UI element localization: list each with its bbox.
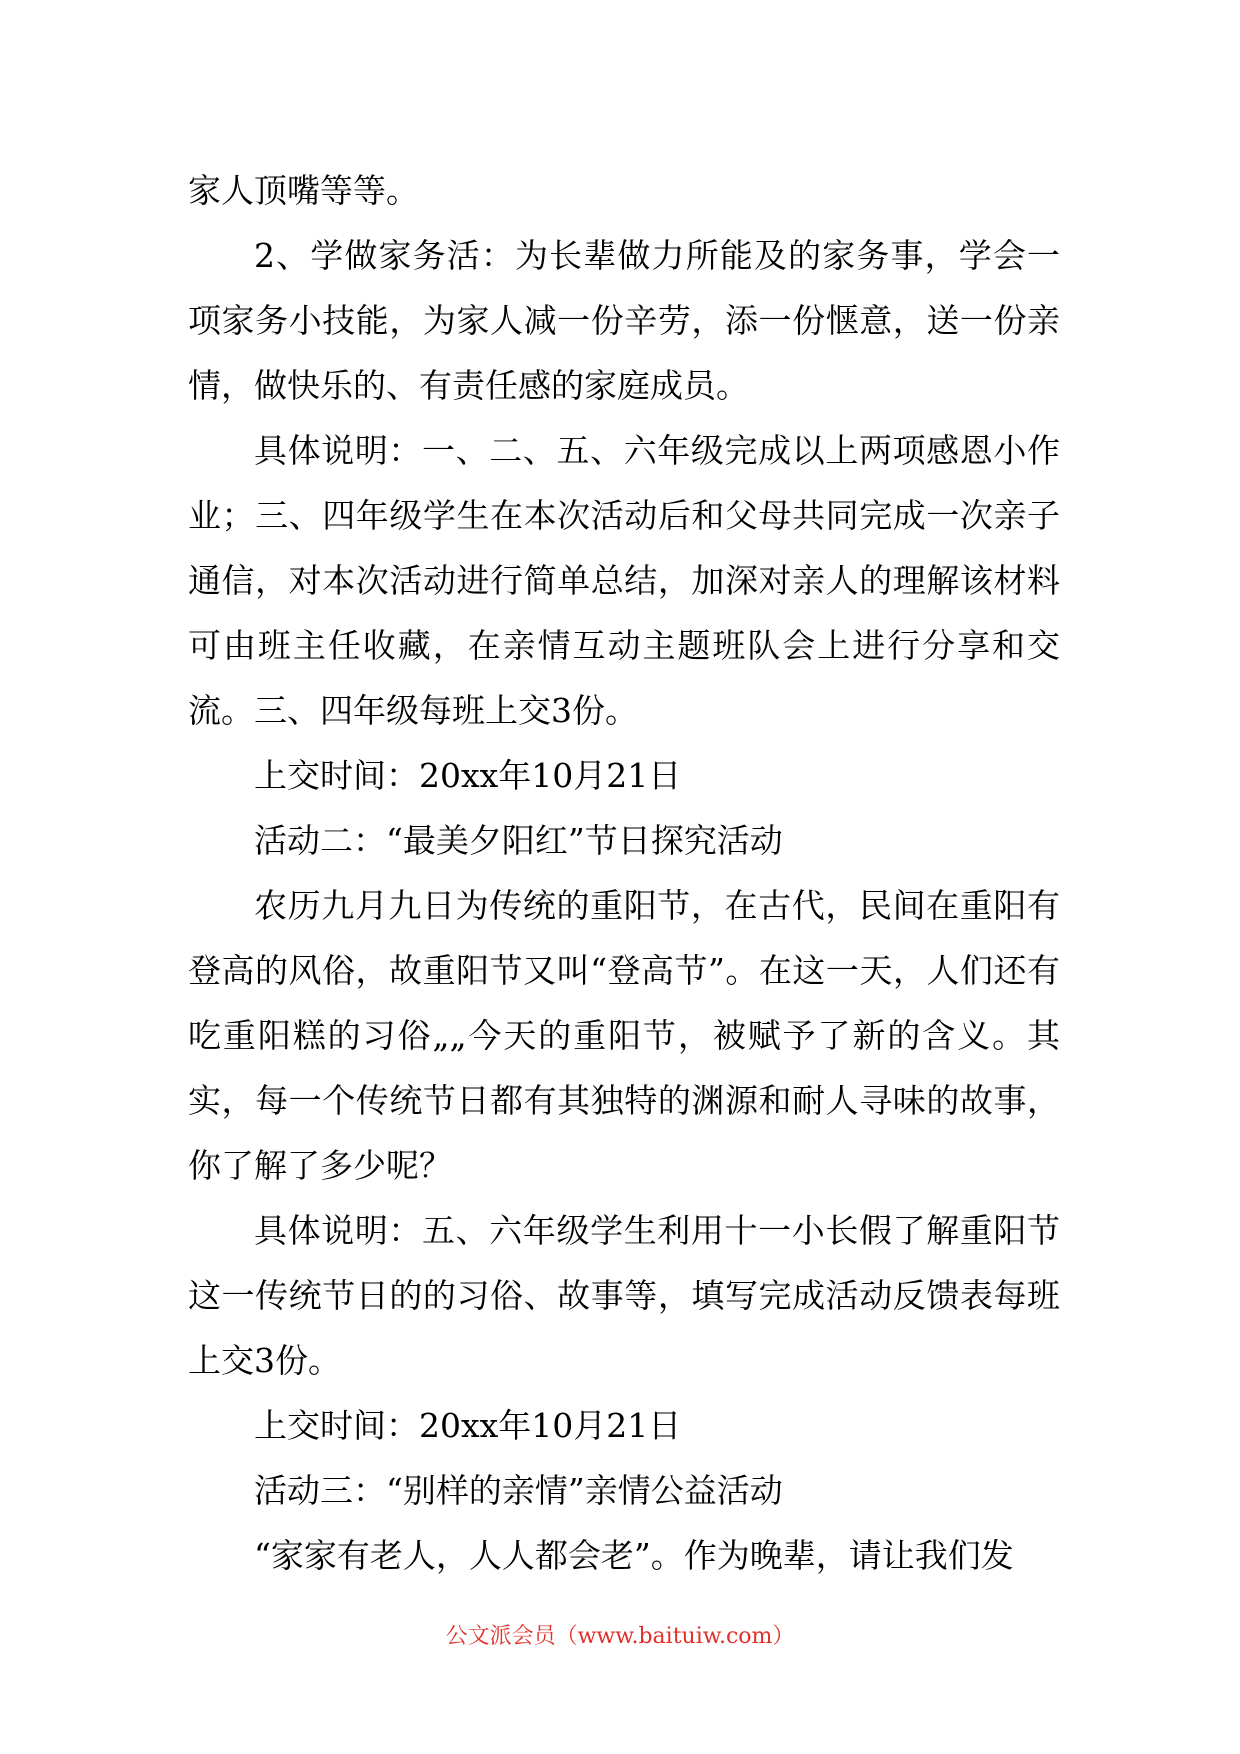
paragraph-4: 上交时间：20xx年10月21日 [254,756,682,795]
paragraph-1: 家人顶嘴等等。 [188,171,419,210]
paragraph-8: 上交时间：20xx年10月21日 [254,1406,682,1445]
paragraph-9: 活动三：“别样的亲情”亲情公益活动 [254,1471,783,1510]
paragraph-7: 具体说明：五、六年级学生利用十一小长假了解重阳节这一传统节日的的习俗、故事等，填写完成活动反馈表每班上交3份。 [188,1211,1060,1380]
document-body [188,158,1060,1588]
footer-watermark: 公文派会员（www.baituiw.com） [445,1624,795,1649]
paragraph-6: 农历九月九日为传统的重阳节，在古代，民间在重阳有登高的风俗，故重阳节又叫“登高节”。在这一天，人们还有吃重阳糕的习俗„„今天的重阳节，被赋予了新的含义。其实，每一个传统节日都有其独特的渊源和耐人寻味的故事，你了解了多少呢？ [188,886,1060,1185]
paragraph-3: 具体说明：一、二、五、六年级完成以上两项感恩小作业；三、四年级学生在本次活动后和父母共同完成一次亲子通信，对本次活动进行简单总结，加深对亲人的理解该材料可由班主任收藏，在亲情互动主题班队会上进行分享和交流。三、四年级每班上交3份。 [188,431,1060,730]
paragraph-2: 2、学做家务活：为长辈做力所能及的家务事，学会一项家务小技能，为家人减一份辛劳，添一份惬意，送一份亲情，做快乐的、有责任感的家庭成员。 [188,236,1060,405]
paragraph-10: “家家有老人，人人都会老”。作为晚辈，请让我们发 [254,1536,1014,1575]
paragraph-5: 活动二：“最美夕阳红”节日探究活动 [254,821,783,860]
